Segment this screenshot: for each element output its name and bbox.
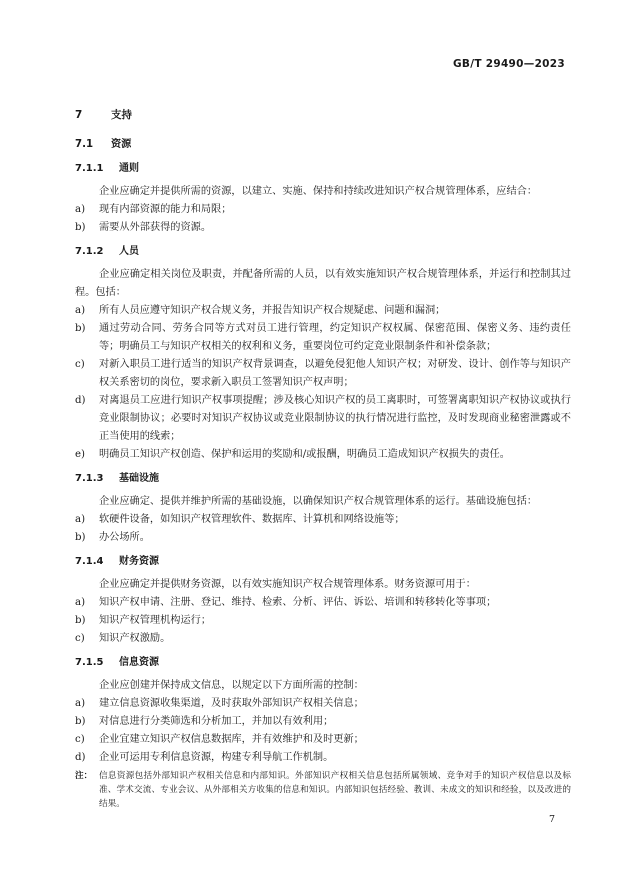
list-marker: c) bbox=[75, 633, 85, 644]
list-item bbox=[75, 529, 571, 547]
paragraph: 企业应确定、提供并维护所需的基础设施，以确保知识产权合规管理体系的运行。基础设施包括： bbox=[99, 496, 538, 507]
list-item bbox=[75, 446, 571, 464]
list-item bbox=[75, 594, 571, 612]
paragraph: 企业应创建并保持成文信息，以规定以下方面所需的控制： bbox=[99, 680, 364, 691]
section-title: 通则 bbox=[119, 163, 139, 174]
list-item-text: 对新入职员工进行适当的知识产权背景调查，以避免侵犯他人知识产权；对研发、设计、创作等与知识产权关系密切的岗位，要求新入职员工签署知识产权声明； bbox=[99, 359, 571, 388]
list-item-text: 通过劳动合同、劳务合同等方式对员工进行管理，约定知识产权权属、保密范围、保密义务、违约责任等；明确员工与知识产权相关的权利和义务，重要岗位可约定竞业限制条件和补偿条款； bbox=[99, 323, 571, 352]
section-title: 信息资源 bbox=[119, 657, 159, 668]
list-item-text: 企业可运用专利信息资源，构建专利导航工作机制。 bbox=[99, 752, 334, 763]
list-item bbox=[75, 612, 571, 630]
page-number: 7 bbox=[548, 814, 555, 825]
list-marker: b) bbox=[75, 716, 86, 727]
section-number: 7.1.1 bbox=[75, 163, 104, 174]
section-heading-7-1-4 bbox=[75, 553, 571, 571]
list-item bbox=[75, 356, 571, 392]
list-item bbox=[75, 749, 571, 767]
list-marker: a) bbox=[75, 204, 86, 215]
list-marker: b) bbox=[75, 615, 86, 626]
list-item-text: 知识产权申请、注册、登记、维持、检索、分析、评估、诉讼、培训和转移转化等事项； bbox=[99, 597, 497, 608]
list-item-text: 办公场所。 bbox=[99, 532, 150, 543]
list-marker: e) bbox=[75, 449, 86, 460]
section-number: 7.1.2 bbox=[75, 246, 104, 257]
document-body bbox=[75, 100, 571, 811]
note-marker: 注： bbox=[75, 771, 93, 781]
list-marker: c) bbox=[75, 734, 85, 745]
list-item-text: 对离退员工应进行知识产权事项提醒；涉及核心知识产权的员工离职时，可签署离职知识产权协议或执行竞业限制协议；必要时对知识产权协议或竞业限制协议的执行情况进行监控，及时发现商业秘密泄露或不正当使用的线索； bbox=[99, 395, 571, 442]
list-item bbox=[75, 219, 571, 237]
section-number: 7.1.3 bbox=[75, 473, 104, 484]
list-marker: a) bbox=[75, 305, 86, 316]
list-item bbox=[75, 695, 571, 713]
list-marker: a) bbox=[75, 597, 86, 608]
section-number: 7 bbox=[75, 109, 83, 121]
section-heading-7-1-5 bbox=[75, 654, 571, 672]
list-marker: d) bbox=[75, 395, 86, 406]
list-marker: a) bbox=[75, 698, 86, 709]
section-number: 7.1.4 bbox=[75, 556, 104, 567]
section-heading-7-1-3 bbox=[75, 470, 571, 488]
list-item bbox=[75, 392, 571, 446]
list-item bbox=[75, 511, 571, 529]
list-marker: b) bbox=[75, 532, 86, 543]
section-title: 财务资源 bbox=[119, 556, 159, 567]
list-item-text: 知识产权管理机构运行； bbox=[99, 615, 212, 626]
list-item-text: 建立信息资源收集渠道，及时获取外部知识产权相关信息； bbox=[99, 698, 364, 709]
list-item-text: 知识产权激励。 bbox=[99, 633, 171, 644]
note-text: 信息资源包括外部知识产权相关信息和内部知识。外部知识产权相关信息包括所属领域、竞争对手的知识产权信息以及标准、学术交流、专业会议、从外部相关方收集的信息和知识。内部知识包括经验、教训、未成文的知识和经验，以及改进的结果。 bbox=[99, 771, 571, 809]
list-marker: b) bbox=[75, 323, 86, 334]
section-heading-7-1 bbox=[75, 136, 571, 154]
section-title: 支持 bbox=[111, 109, 132, 121]
standard-code: GB/T 29490—2023 bbox=[452, 58, 565, 70]
list-item bbox=[75, 201, 571, 219]
list-item-text: 明确员工知识产权创造、保护和运用的奖励和/或报酬，明确员工造成知识产权损失的责任。 bbox=[99, 449, 510, 460]
paragraph: 企业应确定并提供所需的资源，以建立、实施、保持和持续改进知识产权合规管理体系，应结合： bbox=[99, 186, 538, 197]
section-number: 7.1.5 bbox=[75, 657, 104, 668]
section-title: 资源 bbox=[111, 139, 132, 150]
section-heading-7-1-2 bbox=[75, 243, 571, 261]
list-item bbox=[75, 320, 571, 356]
list-item-text: 软硬件设备，如知识产权管理软件、数据库、计算机和网络设施等； bbox=[99, 514, 405, 525]
list-item bbox=[75, 731, 571, 749]
list-item-text: 对信息进行分类筛选和分析加工，并加以有效利用； bbox=[99, 716, 334, 727]
section-heading-7-1-1 bbox=[75, 160, 571, 178]
list-marker: d) bbox=[75, 752, 86, 763]
list-item-text: 企业宜建立知识产权信息数据库，并有效维护和及时更新； bbox=[99, 734, 364, 745]
list-marker: a) bbox=[75, 514, 86, 525]
section-title: 人员 bbox=[119, 246, 139, 257]
list-item bbox=[75, 630, 571, 648]
section-heading-7 bbox=[75, 106, 571, 124]
paragraph: 企业应确定相关岗位及职责，并配备所需的人员，以有效实施知识产权合规管理体系，并运行和控制其过程。包括： bbox=[75, 269, 571, 298]
list-item bbox=[75, 302, 571, 320]
list-item bbox=[75, 713, 571, 731]
list-marker: b) bbox=[75, 222, 86, 233]
paragraph: 企业应确定并提供财务资源，以有效实施知识产权合规管理体系。财务资源可用于： bbox=[99, 579, 476, 590]
section-number: 7.1 bbox=[75, 139, 94, 150]
list-marker: c) bbox=[75, 359, 85, 370]
note bbox=[75, 769, 571, 811]
list-item-text: 现有内部资源的能力和局限； bbox=[99, 204, 232, 215]
list-item-text: 需要从外部获得的资源。 bbox=[99, 222, 212, 233]
section-title: 基础设施 bbox=[119, 473, 159, 484]
list-item-text: 所有人员应遵守知识产权合规义务，并报告知识产权合规疑虑、问题和漏洞； bbox=[99, 305, 446, 316]
